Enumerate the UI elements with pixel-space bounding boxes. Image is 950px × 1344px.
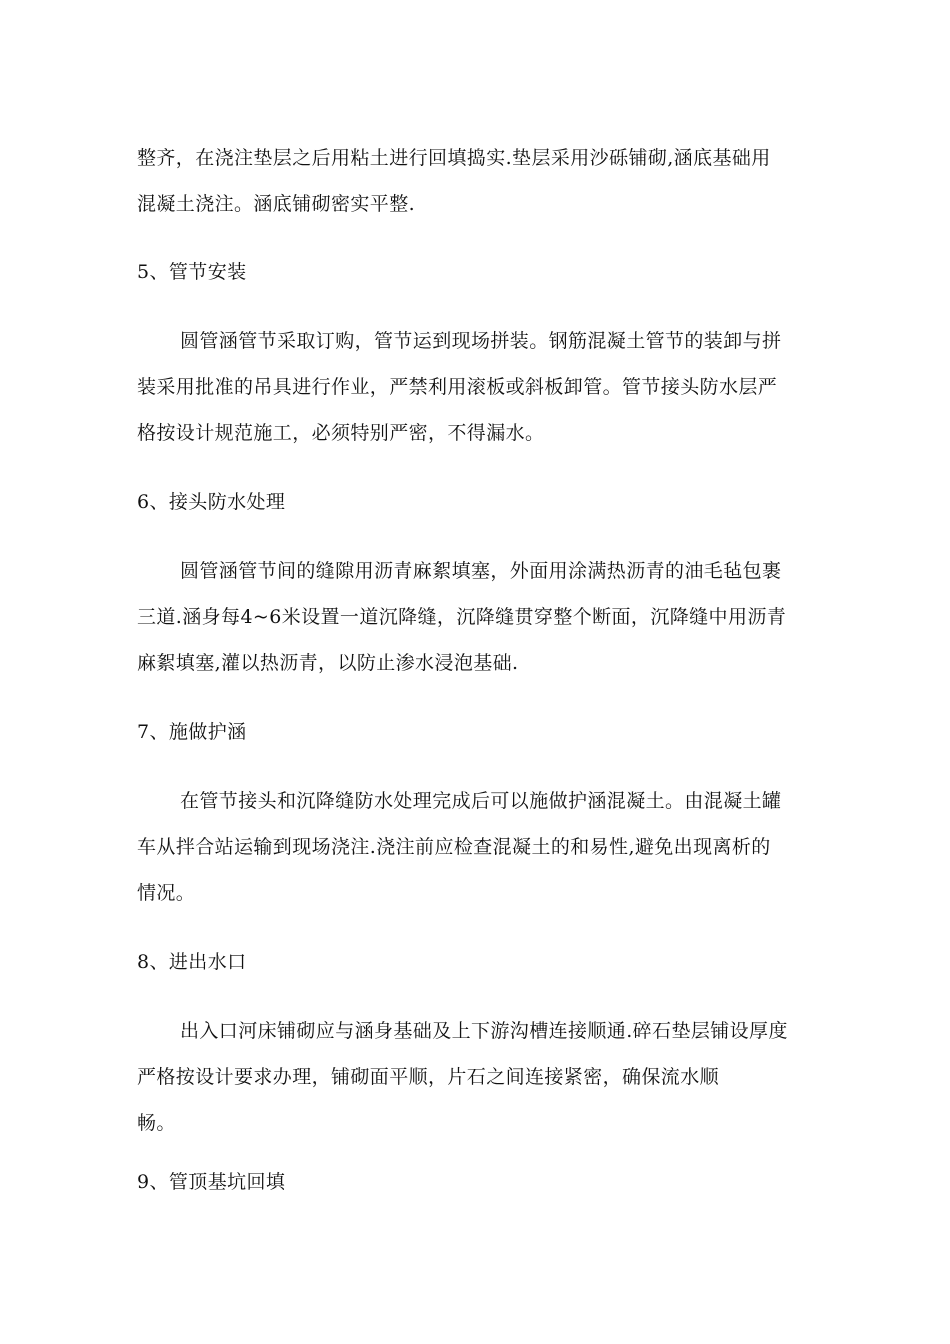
section-heading-8: 8、进出水口 <box>137 951 247 973</box>
paragraph-line: 圆管涵管节间的缝隙用沥青麻絮填塞，外面用涂满热沥青的油毛毡包裹 <box>180 560 782 582</box>
paragraph-line: 格按设计规范施工，必须特别严密，不得漏水。 <box>137 422 545 444</box>
paragraph-line: 三道.涵身每4~6米设置一道沉降缝，沉降缝贯穿整个断面，沉降缝中用沥青 <box>137 606 787 628</box>
paragraph-line: 情况。 <box>137 882 196 904</box>
section-heading-7: 7、施做护涵 <box>137 721 247 743</box>
section-heading-9: 9、管顶基坑回填 <box>137 1171 286 1193</box>
paragraph-line: 严格按设计要求办理，铺砌面平顺，片石之间连接紧密，确保流水顺 <box>137 1066 720 1088</box>
paragraph-line: 装采用批准的吊具进行作业，严禁利用滚板或斜板卸管。管节接头防水层严 <box>137 376 778 398</box>
paragraph-line: 麻絮填塞,灌以热沥青，以防止渗水浸泡基础. <box>137 652 519 674</box>
paragraph-line: 出入口河床铺砌应与涵身基础及上下游沟槽连接顺通.碎石垫层铺设厚度 <box>180 1020 788 1042</box>
paragraph-line: 车从拌合站运输到现场浇注.浇注前应检查混凝土的和易性,避免出现离析的 <box>137 836 771 858</box>
section-heading-5: 5、管节安装 <box>137 261 247 283</box>
paragraph-line: 畅。 <box>137 1112 176 1134</box>
paragraph-line: 整齐，在浇注垫层之后用粘土进行回填捣实.垫层采用沙砾铺砌,涵底基础用 <box>137 147 771 169</box>
paragraph-line: 圆管涵管节采取订购，管节运到现场拼装。钢筋混凝土管节的装卸与拼 <box>180 330 782 352</box>
section-heading-6: 6、接头防水处理 <box>137 491 286 513</box>
paragraph-line: 混凝土浇注。涵底铺砌密实平整. <box>137 193 416 215</box>
paragraph-line: 在管节接头和沉降缝防水处理完成后可以施做护涵混凝土。由混凝土罐 <box>180 790 782 812</box>
